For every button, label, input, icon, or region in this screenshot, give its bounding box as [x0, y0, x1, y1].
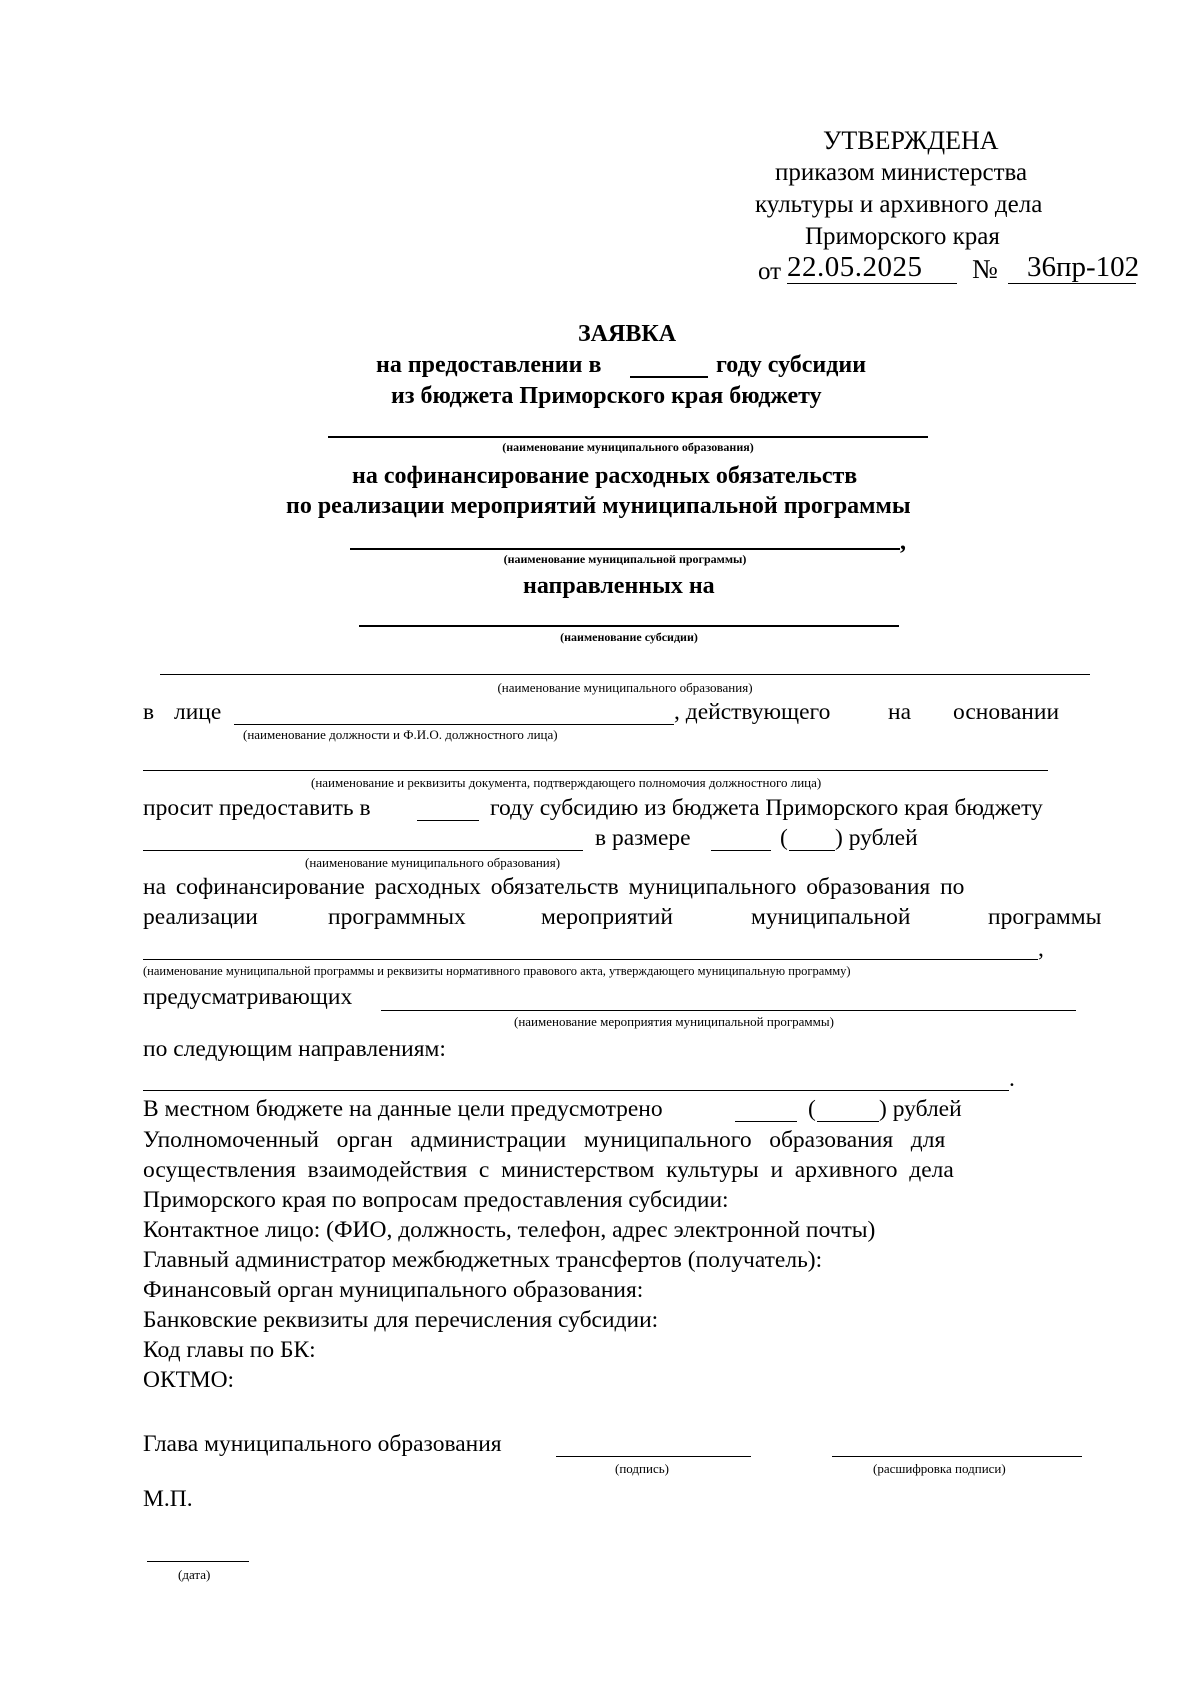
text-paren: ( [780, 825, 788, 851]
amount-words-blank [789, 850, 835, 851]
text-prosit: году субсидию из бюджета Приморского края бюджету [490, 795, 1043, 821]
text-local-budget: В местном бюджете на данные цели предусмотрено [143, 1096, 663, 1122]
caption-event: (наименование мероприятия муниципальной программы) [514, 1014, 834, 1029]
date-blank [147, 1561, 249, 1562]
caption-date: (дата) [178, 1567, 211, 1582]
amount-blank [711, 850, 771, 851]
text-napravl: по следующим направлениям: [143, 1036, 446, 1062]
caption-official: (наименование должности и Ф.И.О. должностного лица) [243, 727, 558, 742]
event-blank [381, 1010, 1076, 1011]
heading-line: из бюджета Приморского края бюджету [391, 383, 822, 409]
text-upoln: Уполномоченный орган администрации муниципального образования для [143, 1127, 946, 1153]
text-na: на [888, 699, 912, 725]
text-sofin-word: муниципальной [751, 904, 911, 930]
caption-program: (наименование муниципальной программы) [503, 552, 747, 566]
approval-date-underline [787, 283, 957, 284]
text-contact: Контактное лицо: (ФИО, должность, телефон, адрес электронной почты) [143, 1217, 876, 1243]
text-upoln: осуществления взаимодействия с министерством культуры и архивного дела [143, 1157, 954, 1183]
text-bank: Банковские реквизиты для перечисления субсидии: [143, 1307, 659, 1333]
approval-title: УТВЕРЖДЕНА [823, 126, 999, 155]
dot: . [1009, 1066, 1015, 1092]
text-razmer: в размере [595, 825, 691, 851]
heading-line: году субсидии [716, 352, 867, 378]
comma: , [900, 529, 906, 555]
approval-date: 22.05.2025 [787, 251, 923, 283]
mo-blank-2 [143, 850, 583, 851]
heading-line: направленных на [523, 573, 715, 599]
text-sofin-word: программы [988, 904, 1102, 930]
text-v: в [143, 699, 155, 725]
program-act-blank [143, 959, 1038, 960]
text-kod: Код главы по БК: [143, 1337, 316, 1363]
approval-line: Приморского края [805, 223, 1000, 250]
text-paren: ( [808, 1096, 816, 1122]
heading-line: на софинансирование расходных обязательств [352, 463, 858, 489]
caption-decode: (расшифровка подписи) [873, 1461, 1006, 1476]
approval-date-prefix: от [758, 258, 782, 285]
signature-decode-blank [832, 1456, 1082, 1457]
text-glavadm: Главный администратор межбюджетных трансфертов (получатель): [143, 1247, 823, 1273]
approval-number-underline [1008, 283, 1136, 284]
text-sofin-word: мероприятий [541, 904, 673, 930]
text-predusm: предусматривающих [143, 984, 353, 1010]
text-mp: М.П. [143, 1486, 193, 1512]
approval-line: культуры и архивного дела [755, 191, 1043, 218]
caption-subsidy: (наименование субсидии) [560, 630, 698, 644]
caption-document: (наименование и реквизиты документа, подтверждающего полномочия должностного лица) [311, 775, 822, 790]
year-blank-2 [417, 820, 479, 821]
document-blank [143, 770, 1048, 771]
mo-blank [328, 436, 928, 438]
approval-line: приказом министерства [775, 159, 1028, 186]
text-upoln: Приморского края по вопросам предоставления субсидии: [143, 1187, 729, 1213]
year-blank [630, 376, 708, 378]
text-rubley: ) рублей [835, 825, 918, 851]
text-prosit: просит предоставить в [143, 795, 371, 821]
directions-blank [143, 1090, 1009, 1091]
official-blank [234, 724, 674, 725]
approval-number: 36пр-102 [1027, 251, 1140, 283]
text-oktmo: ОКТМО: [143, 1367, 235, 1393]
program-blank [350, 548, 900, 550]
text-head-label: Глава муниципального образования [143, 1431, 502, 1457]
text-rubley: ) рублей [879, 1096, 962, 1122]
heading-line: по реализации мероприятий муниципальной программы [286, 493, 911, 519]
caption-mo: (наименование муниципального образования) [305, 855, 561, 870]
subsidy-blank [359, 625, 899, 627]
text-deistv: , действующего [674, 699, 831, 725]
text-litse: лице [174, 699, 222, 725]
text-sofin: на софинансирование расходных обязательств муниципального образования по [143, 874, 965, 900]
approval-number-sign: № [972, 254, 998, 284]
text-osnovanii: основании [953, 699, 1060, 725]
local-amount-blank [735, 1121, 797, 1122]
caption-mo: (наименование муниципального образования) [497, 680, 753, 695]
caption-sign: (подпись) [615, 1461, 669, 1476]
caption-program-act: (наименование муниципальной программы и реквизиты нормативного правового акта, утверждающего муниципальную программу) [143, 964, 851, 978]
text-sofin-word: программных [328, 904, 466, 930]
comma: , [1038, 936, 1044, 962]
signature-blank [556, 1456, 751, 1457]
text-finorgan: Финансовый орган муниципального образования: [143, 1277, 644, 1303]
form-title: ЗАЯВКА [578, 321, 677, 347]
text-sofin-word: реализации [143, 904, 258, 930]
local-amount-words-blank [817, 1121, 879, 1122]
mo-full-blank [160, 674, 1090, 675]
caption-mo: (наименование муниципального образования) [502, 440, 754, 454]
heading-line: на предоставлении в [376, 352, 602, 378]
